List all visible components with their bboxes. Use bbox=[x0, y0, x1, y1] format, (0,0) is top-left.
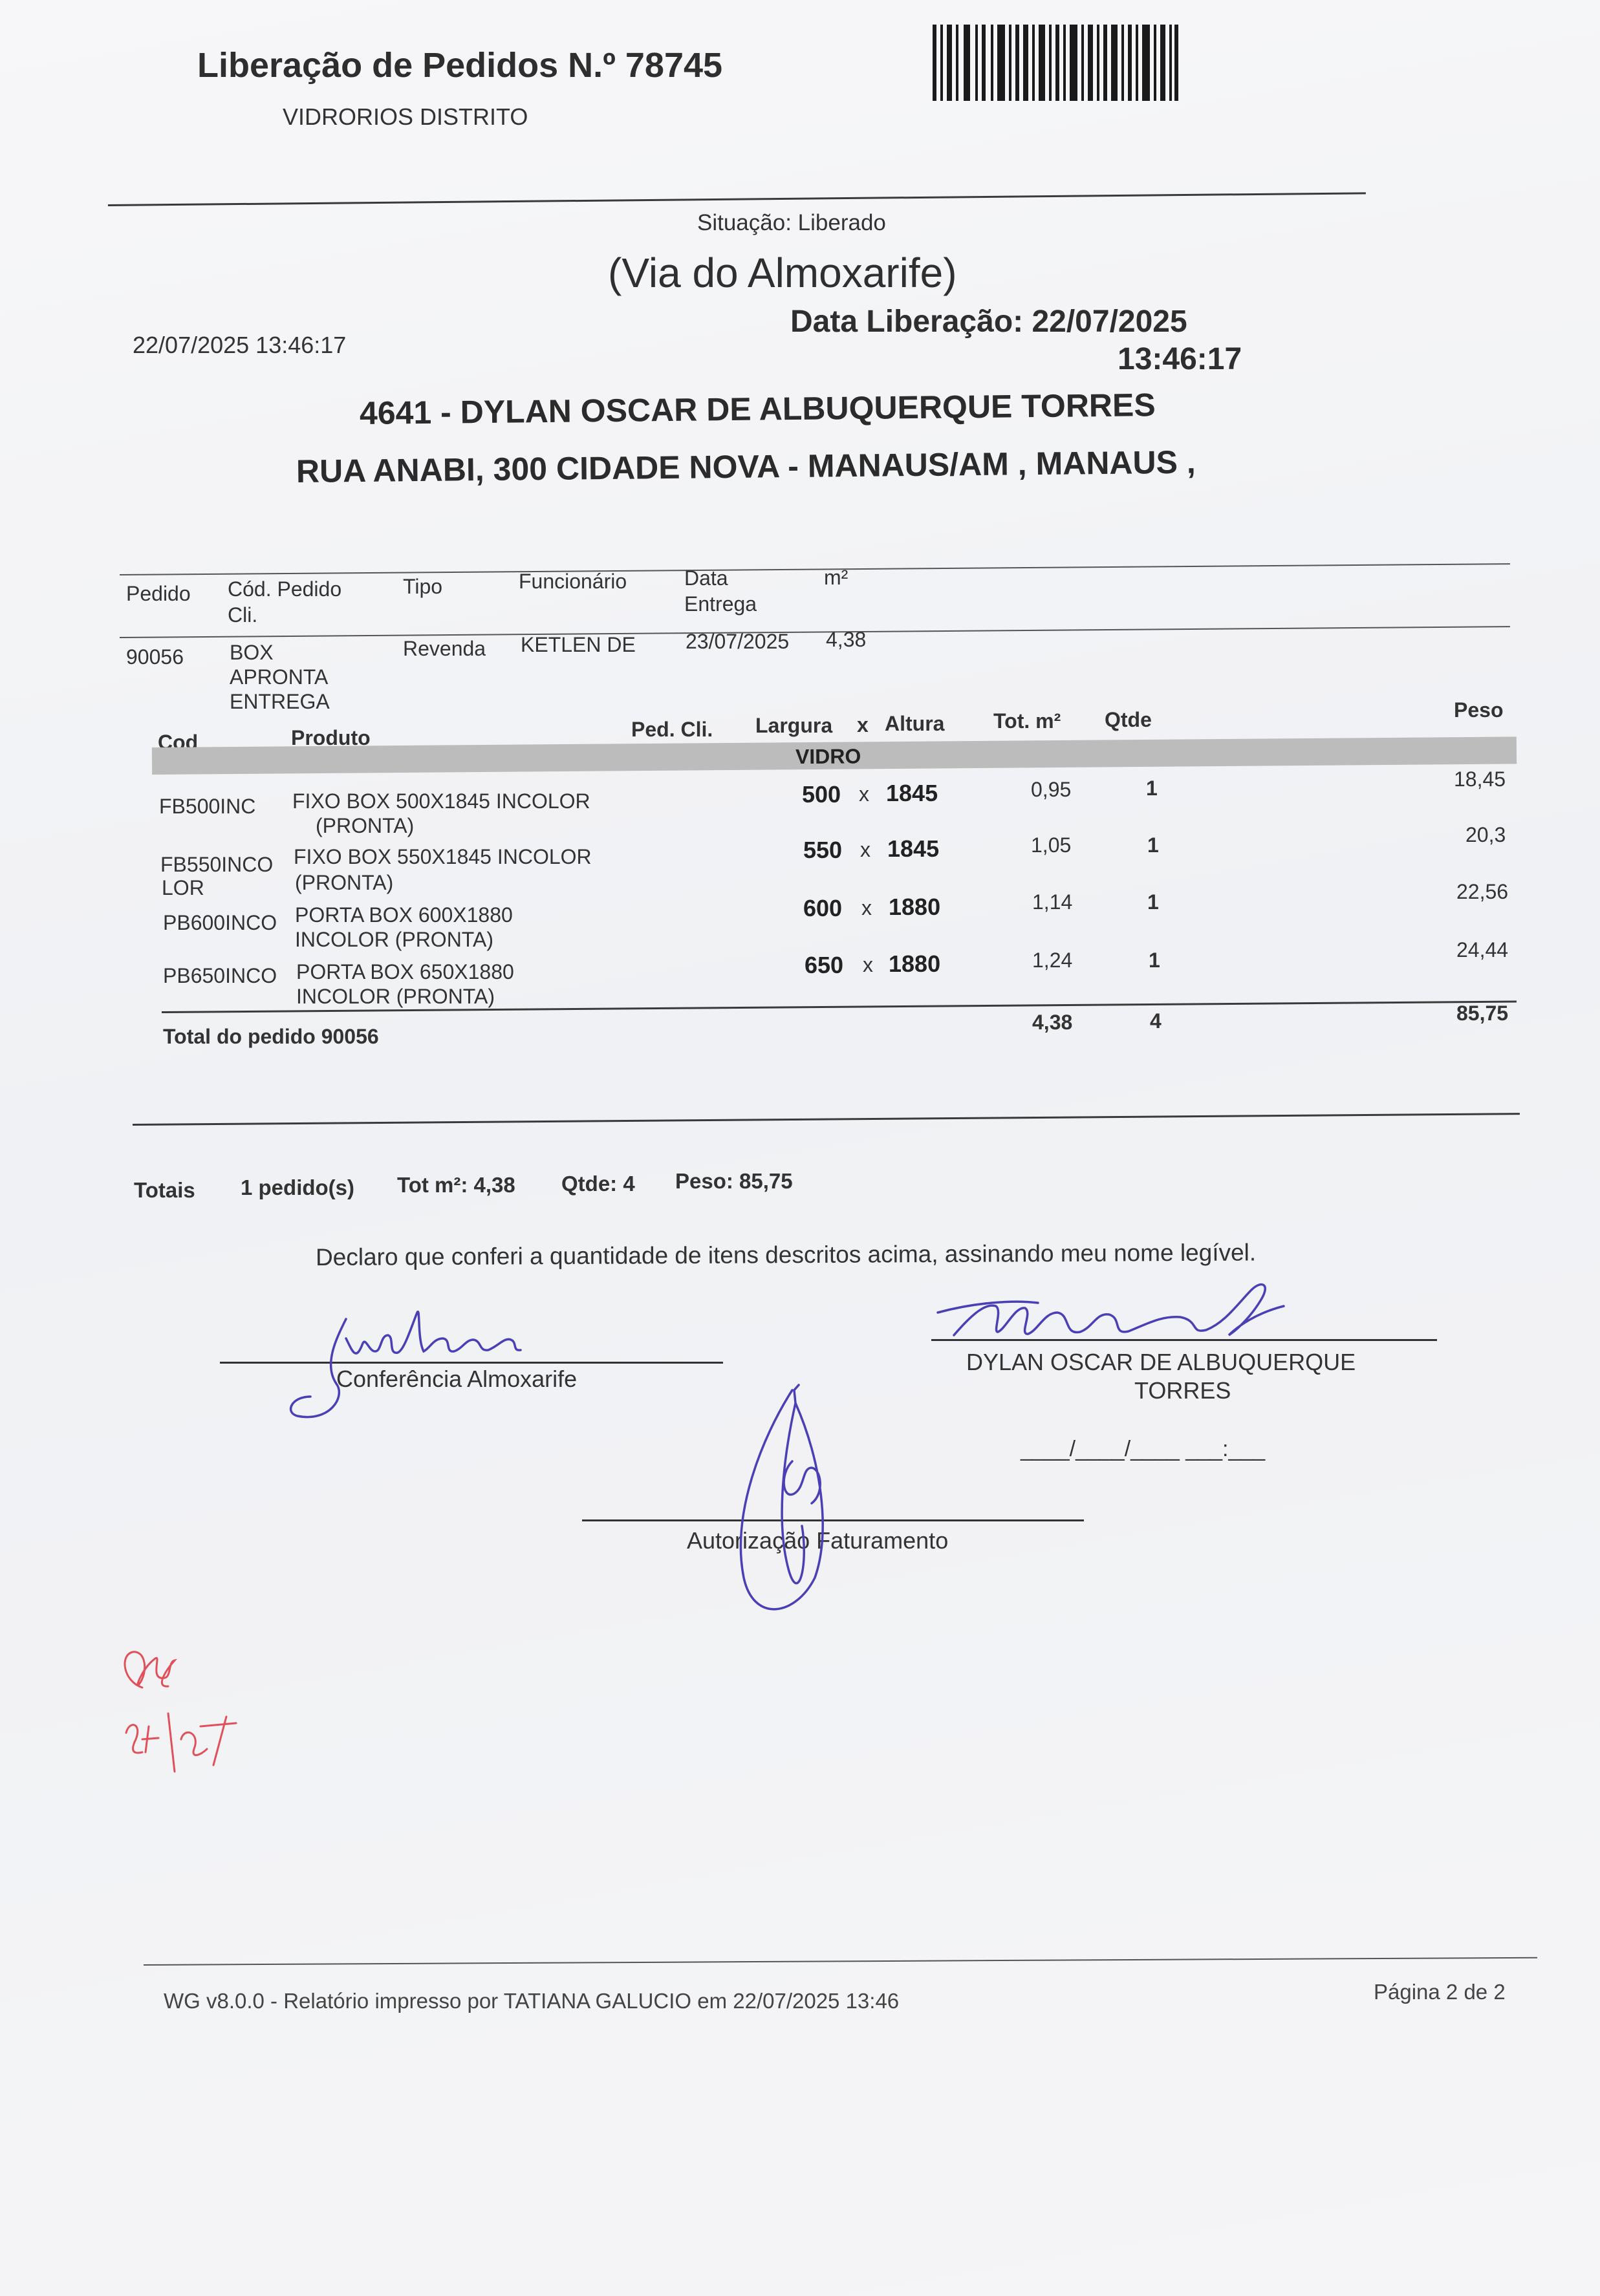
handwritten-signature-authorization bbox=[718, 1384, 860, 1636]
item-x: x bbox=[861, 896, 872, 919]
customer-name: 4641 - DYLAN OSCAR DE ALBUQUERQUE TORRES bbox=[359, 387, 1156, 431]
item-header-produto: Produto bbox=[291, 726, 371, 749]
handwritten-note-ok bbox=[103, 1642, 259, 1810]
col-header-pedido: Pedido bbox=[126, 582, 191, 605]
item-altura: 1880 bbox=[889, 950, 941, 977]
item-altura: 1880 bbox=[889, 894, 941, 920]
item-largura: 650 bbox=[805, 952, 844, 978]
print-timestamp: 22/07/2025 13:46:17 bbox=[133, 332, 347, 358]
release-time: 13:46:17 bbox=[1118, 342, 1242, 376]
item-product: FIXO BOX 500X1845 INCOLOR bbox=[292, 789, 590, 813]
item-x: x bbox=[860, 838, 870, 861]
item-peso: 18,45 bbox=[1454, 767, 1506, 791]
item-product: FIXO BOX 550X1845 INCOLOR bbox=[294, 845, 592, 868]
item-header-qtde: Qtde bbox=[1105, 708, 1152, 731]
item-header-ped-cli: Ped. Cli. bbox=[631, 718, 713, 741]
item-header-x: x bbox=[857, 713, 869, 736]
order-m2: 4,38 bbox=[826, 628, 867, 651]
order-total-qtde: 4 bbox=[1150, 1009, 1162, 1033]
order-total-m2: 4,38 bbox=[1032, 1011, 1073, 1034]
item-altura: 1845 bbox=[887, 835, 940, 862]
page-number: Página 2 de 2 bbox=[1374, 1980, 1506, 2004]
item-product-2: INCOLOR (PRONTA) bbox=[295, 928, 493, 951]
via-title: (Via do Almoxarife) bbox=[608, 250, 957, 296]
item-qtde: 1 bbox=[1146, 777, 1158, 800]
signature-label-customer-2: TORRES bbox=[1134, 1377, 1231, 1404]
totals-m2: Tot m²: 4,38 bbox=[397, 1173, 515, 1197]
document-title: Liberação de Pedidos N.º 78745 bbox=[197, 46, 723, 85]
item-header-tot-m2: Tot. m² bbox=[993, 709, 1061, 733]
group-label-vidro: VIDRO bbox=[795, 744, 861, 769]
col-header-funcionario: Funcionário bbox=[519, 570, 627, 593]
item-qtde: 1 bbox=[1147, 833, 1159, 857]
footer-printed-by: WG v8.0.0 - Relatório impresso por TATIANA GALUCIO em 22/07/2025 13:46 bbox=[164, 1989, 900, 2013]
item-tot-m2: 0,95 bbox=[1031, 778, 1072, 801]
company-name: VIDRORIOS DISTRITO bbox=[283, 103, 528, 130]
item-product-2: (PRONTA) bbox=[295, 871, 394, 894]
col-header-m2: m² bbox=[824, 566, 849, 589]
item-header-cod: Cod bbox=[158, 731, 199, 754]
totals-peso: Peso: 85,75 bbox=[675, 1169, 793, 1193]
item-largura: 500 bbox=[802, 781, 841, 808]
order-table-top-line bbox=[120, 563, 1510, 575]
col-header-data: Data bbox=[684, 566, 728, 590]
item-tot-m2: 1,24 bbox=[1032, 949, 1073, 972]
signature-label-customer: DYLAN OSCAR DE ALBUQUERQUE bbox=[966, 1349, 1356, 1375]
barcode-graphic bbox=[933, 25, 1178, 101]
order-pedido: 90056 bbox=[126, 645, 184, 669]
item-x: x bbox=[863, 953, 873, 976]
signature-label-authorization: Autorização Faturamento bbox=[687, 1527, 949, 1554]
order-cod-pedido-2: APRONTA bbox=[230, 665, 329, 689]
item-header-altura: Altura bbox=[885, 712, 945, 735]
item-cod: FB500INC bbox=[159, 795, 256, 818]
header-divider bbox=[108, 192, 1366, 206]
release-date: Data Liberação: 22/07/2025 bbox=[790, 305, 1187, 339]
item-peso: 20,3 bbox=[1465, 823, 1506, 846]
signature-label-almoxarife: Conferência Almoxarife bbox=[336, 1366, 578, 1392]
date-time-blank: ____/____/____ ___:___ bbox=[1021, 1437, 1266, 1461]
order-cod-pedido-3: ENTREGA bbox=[230, 690, 330, 713]
totals-pedidos: 1 pedido(s) bbox=[241, 1175, 355, 1199]
item-largura: 550 bbox=[803, 837, 843, 863]
handwritten-signature-almoxarife bbox=[285, 1300, 556, 1429]
item-product: PORTA BOX 600X1880 bbox=[295, 903, 513, 927]
order-data-entrega: 23/07/2025 bbox=[686, 630, 790, 653]
item-qtde: 1 bbox=[1147, 890, 1159, 914]
item-largura: 600 bbox=[803, 895, 843, 921]
totals-label: Totais bbox=[134, 1178, 195, 1202]
order-tipo: Revenda bbox=[403, 637, 486, 660]
order-total-label: Total do pedido 90056 bbox=[163, 1025, 379, 1048]
items-bottom-line bbox=[133, 1113, 1520, 1126]
col-header-cod-pedido: Cód. Pedido bbox=[228, 577, 342, 601]
item-x: x bbox=[859, 782, 869, 806]
col-header-tipo: Tipo bbox=[403, 575, 443, 598]
item-peso: 24,44 bbox=[1456, 938, 1509, 961]
item-cod: PB650INCO bbox=[163, 964, 277, 987]
customer-address: RUA ANABI, 300 CIDADE NOVA - MANAUS/AM , MANAUS , bbox=[296, 444, 1196, 489]
item-cod: FB550INCO bbox=[160, 853, 274, 876]
item-header-largura: Largura bbox=[755, 714, 833, 737]
item-altura: 1845 bbox=[886, 780, 938, 806]
order-funcionario: KETLEN DE bbox=[521, 633, 636, 656]
col-header-data-2: Entrega bbox=[684, 592, 757, 616]
item-cod: PB600INCO bbox=[163, 911, 277, 934]
declaration-text: Declaro que conferi a quantidade de itens descritos acima, assinando meu nome legível. bbox=[315, 1239, 1257, 1271]
footer-divider bbox=[144, 1957, 1537, 1966]
item-product-2: (PRONTA) bbox=[316, 814, 415, 837]
item-product-2: INCOLOR (PRONTA) bbox=[296, 985, 495, 1008]
item-tot-m2: 1,05 bbox=[1031, 833, 1072, 857]
order-table-header-line bbox=[120, 626, 1510, 638]
order-total-peso: 85,75 bbox=[1456, 1002, 1509, 1025]
item-qtde: 1 bbox=[1149, 949, 1160, 972]
col-header-cod-pedido-2: Cli. bbox=[228, 603, 258, 627]
handwritten-signature-customer bbox=[935, 1277, 1335, 1361]
item-cod-2: LOR bbox=[162, 876, 204, 899]
item-product: PORTA BOX 650X1880 bbox=[296, 960, 514, 983]
item-header-peso: Peso bbox=[1454, 698, 1504, 722]
item-tot-m2: 1,14 bbox=[1032, 890, 1073, 914]
order-cod-pedido-1: BOX bbox=[230, 641, 274, 664]
item-peso: 22,56 bbox=[1456, 880, 1509, 903]
totals-qtde: Qtde: 4 bbox=[561, 1172, 635, 1196]
status-text: Situação: Liberado bbox=[697, 210, 886, 235]
barcode bbox=[933, 25, 1178, 101]
